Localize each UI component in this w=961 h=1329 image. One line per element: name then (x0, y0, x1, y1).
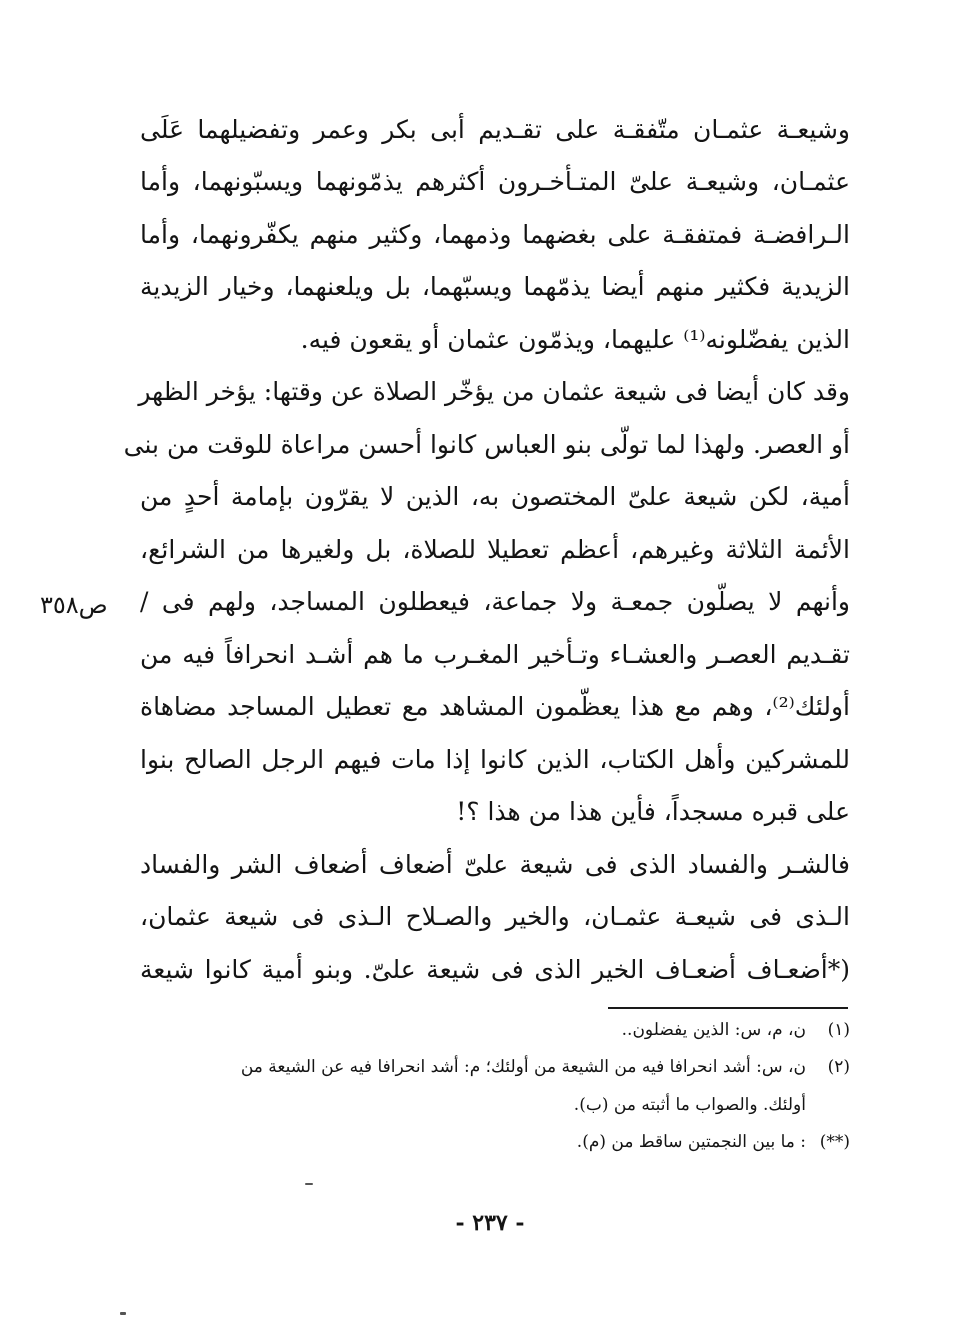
footnote (150, 1052, 850, 1082)
footnote-text: : ما بين النجمتين ساقط من (م). (576, 1132, 806, 1152)
footnote (150, 1015, 850, 1045)
text-line: (*أضعـاف أضعـاف الخير الذى فى شيعة علىّ. وبنو أمية كانوا شيعة (140, 955, 850, 984)
text-line: الـذى فى شيعـة عثمـان، والخير والصـلاح الـذى فى شيعة عثمان، (140, 902, 850, 931)
margin-page-reference: ص٣٥٨ (40, 591, 108, 619)
text-line: على قبره مسجداً، فأين هذا من هذا ؟! (456, 797, 850, 826)
footnote (150, 1127, 850, 1157)
text-line: وقد كان أيضا فى شيعة عثمان من يؤخّر الصلاة عن وقتها: يؤخر الظهر (138, 377, 850, 406)
text-line: أمية، لكن شيعة علىّ المختصون به، الذين لا يقرّون بإمامة أحدٍ من (140, 482, 850, 511)
footnote-number: (٢) (827, 1057, 850, 1077)
text-line: أو العصر. ولهذا لما تولّى بنو العباس كانوا أحسن مراعاة للوقت من بنى (123, 430, 850, 459)
footnote-number: (١) (827, 1020, 850, 1040)
text-line: وشيعـة عثمـان متّفقـة على تقـديم أبى بكر وعمر وتفضيلهما عَلَى (140, 115, 850, 144)
page-number: - ٢٣٧ - (455, 1210, 525, 1236)
text-line: الأئمة الثلاثة وغيرهم، أعظم تعطيلا للصلاة، بل ولغيرها من الشرائع، (140, 535, 850, 564)
scan-speck (305, 1183, 313, 1185)
footnote-number: (**) (819, 1132, 850, 1152)
text-line: للمشركين وأهل الكتاب، الذين كانوا إذا مات فيهم الرجل الصالح بنوا (140, 745, 850, 774)
footnote-text: أولئك. والصواب ما أثبته من (ب). (573, 1095, 806, 1115)
footnote-continuation (150, 1090, 850, 1120)
scan-speck (120, 1312, 126, 1315)
text-line: الذين يفضّلونه⁽¹⁾ عليهما، ويذمّون عثمان أو يقعون فيه. (300, 325, 850, 354)
footnote-text: ن، م، س: الذين يفضلون.. (621, 1020, 806, 1040)
text-line: فالشـر والفساد الذى فى شيعة علىّ أضعاف أضعاف الشر والفساد (140, 850, 850, 879)
text-line: تقـديم العصـر والعشـاء وتـأخير المغـرب ما هم أشـد انحرافاً فيه من (140, 640, 850, 669)
footnote-text: ن، س: أشد انحرافا فيه من الشيعة من أولئك؛ م: أشد انحرافا فيه عن الشيعة من (240, 1057, 806, 1077)
text-line: عثمـان، وشيعـة علىّ المتـأخـرون أكثرهم يذمّونهما ويسبّونهما، وأما (140, 167, 850, 196)
footnote-separator (608, 1007, 848, 1009)
text-line: الزيدية فكثير منهم أيضا يذمّهما ويسبّهما، بل ويلعنهما، وخيار الزيدية (140, 272, 850, 301)
text-line: الـرافضـة فمتفقـة على بغضهما وذمهما، وكثير منهم يكفّرونهما، وأما (140, 220, 850, 249)
text-line: وأنهم لا يصلّون جمعـة ولا جماعة، فيعطلون المساجد، ولهم فى / (140, 587, 850, 616)
text-line: أولئك⁽²⁾، وهم مع هذا يعظّمون المشاهد مع تعطيل المساجد مضاهاة (140, 692, 850, 721)
